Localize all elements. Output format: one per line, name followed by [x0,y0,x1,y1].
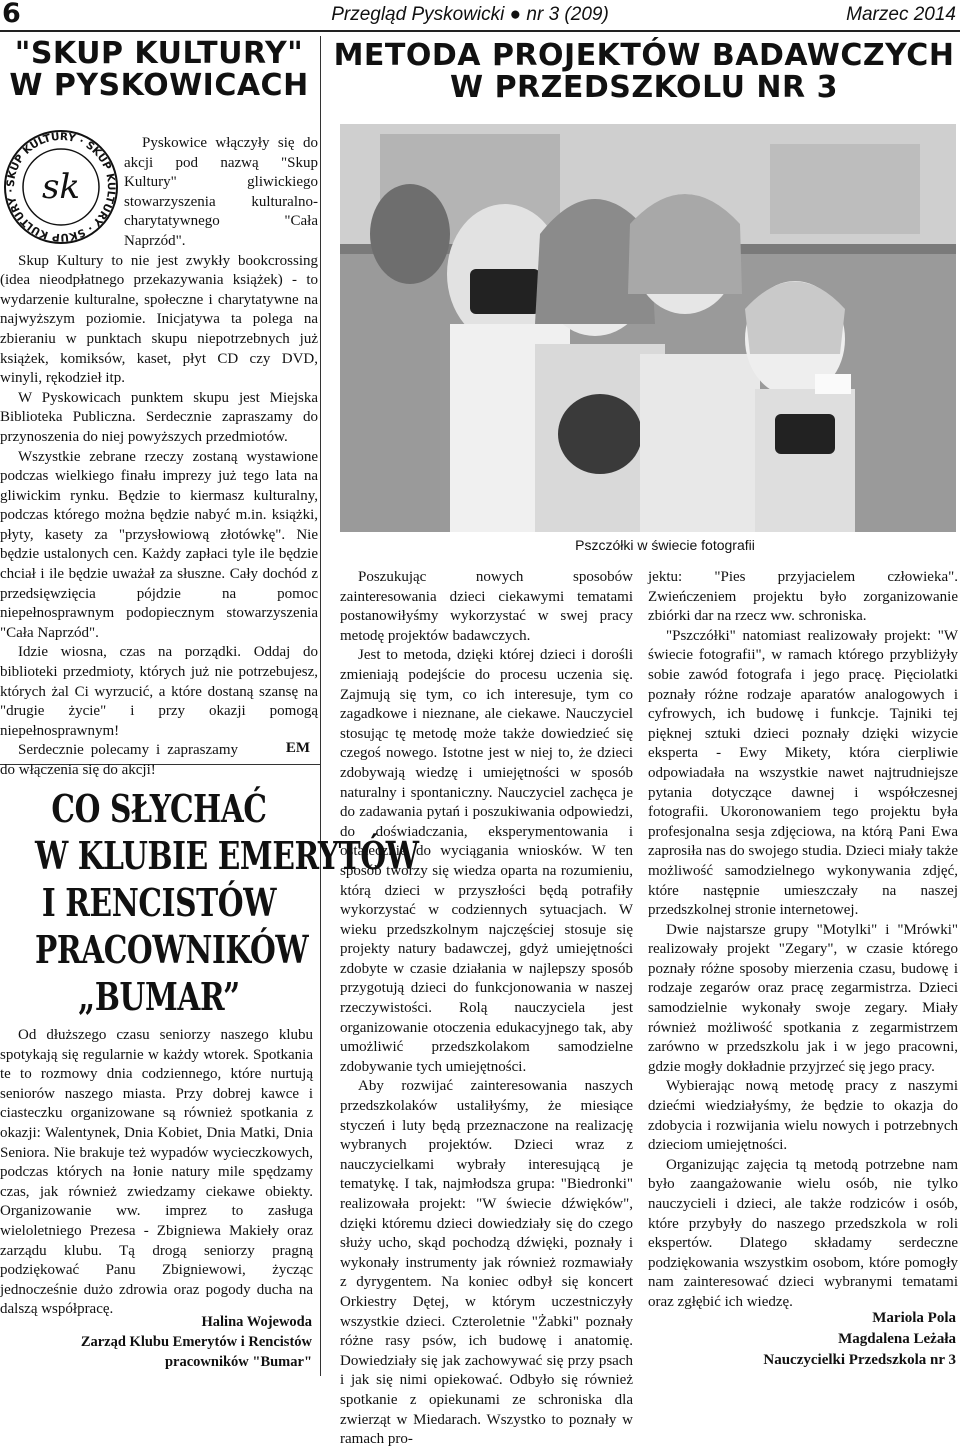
metoda-signature-line: Mariola Pola [872,1310,956,1326]
metoda-title-line: METODA PROJEKTÓW BADAWCZYCH [333,38,955,73]
klub-signature-line: Halina Wojewoda [201,1314,312,1330]
skup-paragraph: Pyskowice włączyły się do akcji pod nazwą "Skup Kultury" gliwickiego stowarzyszenia kulturalno-charytatywnego "Cała Naprzód". [124,135,318,249]
metoda-paragraph: Organizując zajęcia tą metodą potrzebne nam było zaangażowanie wielu osób, nie tylko nauczycieli i dzieci, ale także rodziców i osób, które przybyły do naszego przedszkola w roli ekspertów. Dlatego składamy serdeczne podziękowania wszystkim osobom, które pomogły nam zainteresować dzieci wybranymi tematami oraz zgłębić ich wiedzę. [648,1156,958,1310]
skup-title [0,38,318,101]
metoda-paragraph: Jest to metoda, dzięki której dzieci i dorośli zmieniają podejście do procesu uczenia się. Zajmują się tym, co ich interesuje, tym co zagadkowe i nieznane, ale ciekawe. Nauczyciel stosując tę metodę może także dowiedzieć się czegoś nowego. Istotne jest w niej to, że dzieci zdobywają wiedzę i umiejętności w sposób naturalny i spontaniczny. Nauczyciel zachęca je do zadawania pytań i poszukiwania odpowiedzi, do doświadczania, eksperymentowania i ostatecznie do wyciągania wniosków. W ten sposób tworzy się wiedza oparta na rozumieniu, którą dzieci w przyszłości będą potrafiły wykorzystać w codziennych sytuacjach. W wieku przedszkolnym najczęściej stosuje się projekty natury badawczej, gdyż umiejętności zdobyte w czasie działania w najlepszy sposób przygotują dzieci do funkcjonowania w naszej rzeczywistości. Rolą nauczyciela jest organizowanie otoczenia edukacyjnego tak, aby umożliwić przedszkolakom samodzielne zdobywanie tych umiejętności. [340,647,633,1075]
metoda-signature [648,1308,956,1371]
metoda-column-1 [340,568,633,1450]
column-divider [320,36,321,1376]
klub-title [34,785,419,1020]
skup-paragraph: Idzie wiosna, czas na porządki. Oddaj do biblioteki przedmioty, których już nie potrzebujesz, których żal Ci wyrzucić, a które dostaną szansę na "drugie życie" i przy okazji pomogą niepełnosprawnym! [0,644,318,739]
metoda-title [328,40,960,103]
skup-paragraph: Skup Kultury to nie jest zwykły bookcrossing (idea nieodpłatnego przekazywania książek) - to wydarzenie kulturalne, społeczne i charytatywne na najwyższym poziomie. Inicjatywa ta polega na zbieraniu w punktach skupu niepotrzebnych już książek, komiksów, kaset, płyt CD czy DVD, winyli, rękodzieł itp. [0,252,318,387]
issue-date: Marzec 2014 [846,4,956,25]
metoda-paragraph: jektu: "Pies przyjacielem człowieka". Zwieńczeniem projektu było zorganizowanie zbiórki dar na rzecz ww. schroniska. [648,569,958,625]
metoda-signature-line: Nauczycielki Przedszkola nr 3 [763,1352,956,1368]
klub-title-line: W KLUBIE EMERYTÓW [34,833,419,878]
klub-title-line: PRACOWNIKÓW [34,927,309,972]
logo-ring-text: SKUP KULTURY · SKUP KULTURY · SKUP KULTURY · [4,130,118,244]
klub-signature-line: pracowników "Bumar" [164,1354,312,1370]
skup-signature: EM [285,740,310,756]
metoda-paragraph: Poszukując nowych sposobów zainteresowania dzieci ciekawymi tematami postanowiłyśmy wykorzystać w swej pracy metodę projektów badawczych. [340,569,633,644]
skup-paragraph: W Pyskowicach punktem skupu jest Miejska Biblioteka Publiczna. Serdecznie zapraszamy do przynoszenia do niej powyższych przedmiotów. [0,389,318,445]
klub-signature-line: Zarząd Klubu Emerytów i Rencistów [80,1334,312,1350]
metoda-paragraph: Dwie najstarsze grupy "Motylki" i "Mrówki" realizowały projekt "Zegary", w czasie którego poznały różne sposoby mierzenia czasu, budowę i rodzaje zegarów oraz pracę zegarmistrza. Dzieci samodzielnie wykonały swoje zegary. Miały również możliwość spotkania z zegarmistrzem zarówno w przedszkolu jak i w jego pracowni, gdzie mogły dokładnie przyjrzeć się jego pracy. [648,921,958,1075]
metoda-signature-line: Magdalena Leżała [838,1331,956,1347]
skup-paragraph: Serdecznie polecamy i zapraszamy do włączenia się do akcji! [0,742,238,778]
page-number: 6 [2,0,21,29]
metoda-title-line: W PRZEDSZKOLU NR 3 [450,69,838,105]
photo-illustration [340,124,956,532]
skup-paragraph: Wszystkie zebrane rzeczy zostaną wystawione podczas wielkiego finału imprezy już tego lata na gliwickim rynku. Będzie to kiermasz kulturalny, podczas którego można będzie nabyć m.in. książki, płyty, kasety za "przysłowiową złotówkę". Nie będzie ustalonych cen. Każdy zapłaci tyle ile będzie chciał i ile będzie uważał za słuszne. Cały dochód z przedsięwzięcia pójdzie na pomoc niepełnosprawnym podopiecznym stowarzyszenia "Cała Naprzód". [0,448,318,641]
masthead: Przegląd Pyskowicki ● nr 3 (209) [331,4,609,25]
klub-paragraph: Od dłuższego czasu seniorzy naszego klubu spotykają się regularnie w każdy wtorek. Spotkania te to rozmowy dnia codziennego, które nurtują seniorów naszego miasta. Przy dobrej kawce i ciasteczku organizowane są również spotkania z okazji: Walentynek, Dnia Kobiet, Dnia Matki, Dnia Seniora. Nie brakuje też wypadów wycieczkowych, podczas których na łonie natury mile spędzamy czas, jak również zwiedzamy ciekawe obiekty. Organizowanie ww. imprez to zasługa wieloletniego Prezesa - Zbigniewa Makieły oraz zarządu klubu. Tą drogą seniorzy pragną podziękować Panu Zbigniewowi, życząc jednocześnie dużo zdrowia oraz pogody ducha na dalszą współpracę. [0,1027,313,1318]
metoda-paragraph: "Pszczółki" natomiast realizowały projekt: "W świecie fotografii", w ramach którego przybliżyły sobie zawód fotografa i jego pracę. Pięciolatki poznały różne rodzaje aparatów analogowych i cyfrowych, ich budowę i funkcje. Tajniki tej pięknej sztuki dzieci poznały dzięki wizycie eksperta - Ewy Mikety, która cierpliwie odpowiadała na wszystkie nawet najtrudniejsze pytania dotyczące dawnej i współczesnej fotografii. Ukoronowaniem tego projektu była profesjonalna sesja zdjęciowa, na którą Pani Ewa zaprosiła nas do swojego studia. Dzieci miały także możliwość samodzielnego wykonywania zdjęć, które następnie umieszczały na naszej przedszkolnej stronie internetowej. [648,627,958,919]
logo-monogram: sk [41,167,81,207]
metoda-paragraph: Wybierając nową metodę pracy z naszymi dziećmi wiedziałyśmy, że będzie to okazja do zdobycia i rozwijania wielu nowych i potrzebnych dzieciom umiejętności. [648,1078,958,1154]
klub-signature [0,1312,312,1372]
klub-title-line: CO SŁYCHAĆ [51,786,267,831]
klub-body [0,1026,313,1320]
photo-caption: Pszczółki w świecie fotografii [575,537,755,553]
skup-title-line: "SKUP KULTURY" [14,36,304,71]
metoda-paragraph: Aby rozwijać zainteresowania naszych przedszkolaków ustaliłyśmy, że miesiące styczeń i luty będą przeznaczone na realizację wybranych projektów. Dzieci wraz z nauczycielkami wybrały interesującą je tematykę. I tak, najmłodsza grupa: "Biedronki" realizowała projekt: "W świecie dźwięków", dzięki któremu dzieci dowiedziały się do czego służy ucho, skąd pochodzą dźwięki, poznały i wykonały instrumenty jak również rozmawiały z dyrygentem. Na koniec odbył się koncert Orkiestry Dętej, w którym uczestniczyły wszystkie dzieci. Czteroletnie "Żabki" poznały różne rasy psów, ich budowę i anatomię. Dowiedziały się jak zachowywać się przy psach i jak się nimi opiekować. Odbyło się również spotkanie z opiekunami ze schroniska dla zwierząt w Miedarach. Wszystko to poznały w ramach pro- [340,1078,633,1448]
klub-title-line: „BUMAR” [78,974,240,1019]
skup-body [0,134,318,781]
kindergarten-photo [340,124,956,532]
metoda-column-2 [648,568,958,1313]
klub-title-line: I RENCISTÓW [41,880,277,925]
page-header [0,0,960,32]
skup-title-line: W PYSKOWICACH [9,67,309,103]
